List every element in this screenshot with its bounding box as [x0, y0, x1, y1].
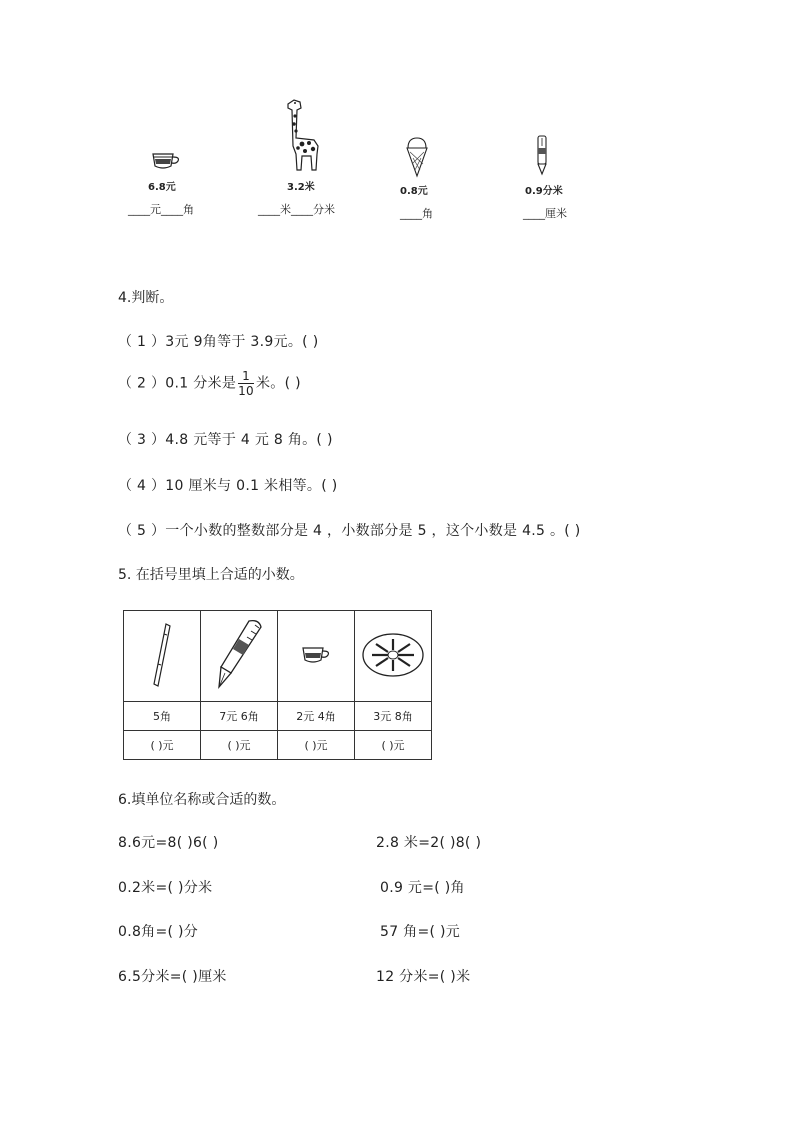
price-cell: 5角: [124, 702, 201, 731]
q6-item: 2.8 米=2( )8( ): [376, 835, 482, 851]
flute-icon: [142, 620, 182, 690]
price-cell: 7元 6角: [201, 702, 278, 731]
q6-item: 0.2米=( )分米: [118, 880, 213, 896]
q6-item: 0.9 元=( )角: [380, 880, 465, 896]
figure-caption: 3.2米: [287, 182, 315, 193]
price-cell: 2元 4角: [278, 702, 355, 731]
q6-item: 0.8角=( )分: [118, 924, 199, 940]
figure-blank: ____角: [400, 207, 433, 220]
fraction: [238, 370, 254, 397]
table-cell: [278, 611, 355, 702]
figure-caption: 0.9分米: [525, 186, 563, 197]
q6-item: 8.6元=8( )6( ): [118, 835, 219, 851]
answer-cell[interactable]: ( )元: [355, 731, 432, 760]
q4-item-2-prefix: （ 2 ）0.1 分米是: [118, 375, 237, 392]
q6-item: 6.5分米=( )厘米: [118, 969, 227, 985]
q4-item-2: [118, 370, 301, 397]
cup-figure: [148, 150, 184, 172]
giraffe-icon: [280, 98, 326, 174]
cup-icon: [148, 150, 184, 172]
answer-cell[interactable]: ( )元: [201, 731, 278, 760]
question-4-title: 4.判断。: [118, 290, 174, 306]
q6-item: 57 角=( )元: [380, 924, 461, 940]
question-6-title: 6.填单位名称或合适的数。: [118, 792, 286, 808]
fraction-numerator: 1: [238, 370, 254, 384]
price-cell: 3元 8角: [355, 702, 432, 731]
q4-item-1: （ 1 ）3元 9角等于 3.9元。( ): [118, 334, 319, 350]
figure-caption: 0.8元: [400, 186, 428, 197]
fountain-pen-icon: [209, 617, 269, 693]
q4-item-5: （ 5 ）一个小数的整数部分是 4 ，小数部分是 5 ，这个小数是 4.5 。( ): [118, 523, 581, 539]
q4-item-2-suffix: 米。( ): [256, 375, 301, 392]
q6-item: 12 分米=( )米: [376, 969, 471, 985]
table-cell: [355, 611, 432, 702]
table-cell: [124, 611, 201, 702]
answer-cell[interactable]: ( )元: [278, 731, 355, 760]
figure-blank: ____米____分米: [258, 203, 335, 216]
giraffe-figure: [280, 98, 326, 174]
cup-icon: [298, 643, 334, 667]
answer-cell[interactable]: ( )元: [124, 731, 201, 760]
q4-item-4: （ 4 ）10 厘米与 0.1 米相等。( ): [118, 478, 338, 494]
q4-item-3: （ 3 ）4.8 元等于 4 元 8 角。( ): [118, 432, 333, 448]
plate-icon: [360, 630, 426, 680]
ice-cream-figure: [404, 134, 430, 178]
price-table: [123, 610, 432, 760]
fraction-denominator: 10: [238, 384, 254, 398]
pen-icon: [533, 134, 551, 176]
figure-caption: 6.8元: [148, 182, 176, 193]
pen-figure: [533, 134, 551, 176]
question-5-title: 5. 在括号里填上合适的小数。: [118, 567, 304, 583]
table-cell: [201, 611, 278, 702]
figure-blank: ____元____角: [128, 203, 194, 216]
ice-cream-icon: [404, 134, 430, 178]
figure-blank: ____厘米: [523, 207, 567, 220]
